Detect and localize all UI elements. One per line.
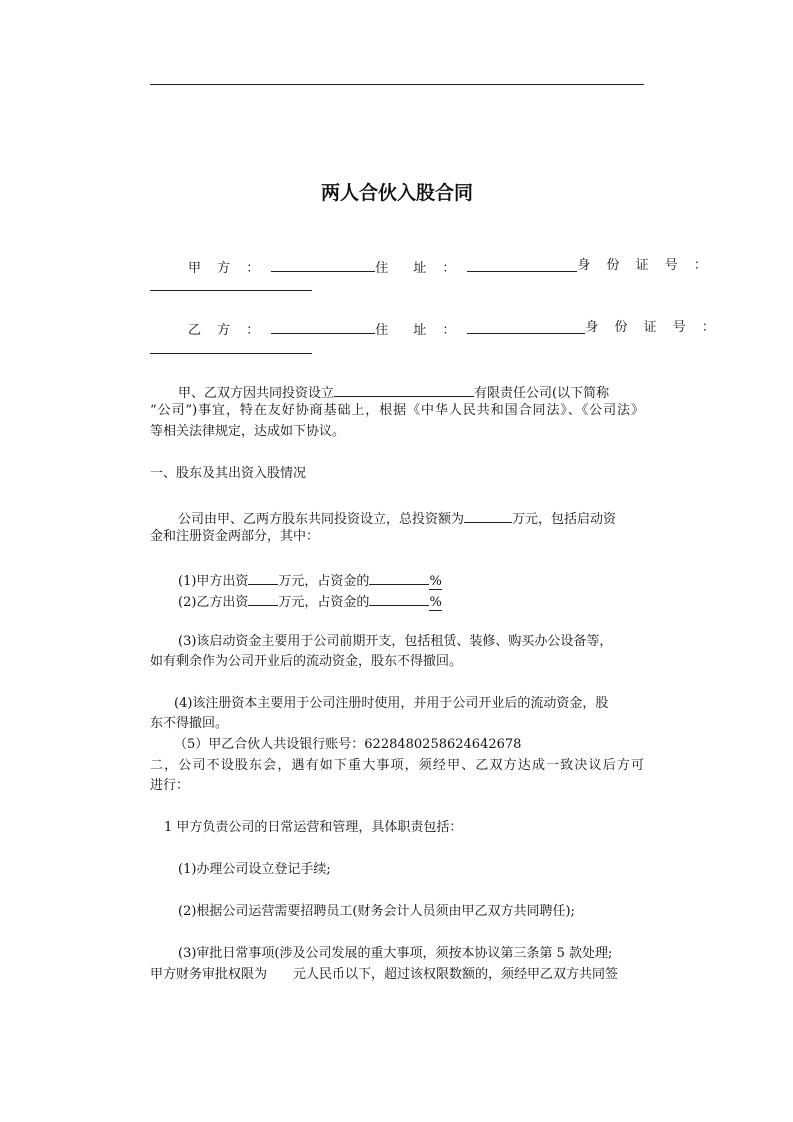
party-a-id-blank: [150, 277, 312, 291]
s1-para-line-2: 金和注册资金两部分，其中：: [150, 529, 320, 544]
duty-3-text-b: 元人民币以下，超过该权限数额的，须经甲乙双方共同签: [293, 967, 619, 982]
party-a-id-label: 身 份 证 号 ：: [577, 258, 713, 273]
party-b-label: 乙 方 ：: [188, 323, 266, 338]
duty-3-line-2: [150, 967, 644, 983]
party-a-row: [150, 258, 713, 277]
s1-text-1a: 公司由甲、乙两方股东共同投资设立，总投资额为: [178, 512, 465, 527]
company-name-blank: [334, 383, 474, 397]
item-4-line-2: 东不得撤回。: [150, 716, 229, 731]
item-2: [150, 592, 644, 611]
item-1-text-a: (1)甲方出资: [178, 574, 249, 589]
item-3-line-1: (3)该启动资金主要用于公司前期开支，包括租赁、装修、购买办公设备等，: [178, 634, 613, 649]
document-title: 两人合伙入股合同: [320, 182, 473, 204]
intro-line-3: 等相关法律规定，达成如下协议。: [150, 424, 346, 439]
intro-text-1a: 甲、乙双方因共同投资设立: [178, 386, 335, 401]
party-b-row: [150, 320, 721, 339]
intro-text-1b: 有限责任公司(以下简称: [474, 386, 610, 401]
duty-3-text-a: 甲方财务审批权限为: [150, 967, 268, 982]
section-2-line-2: 进行：: [150, 778, 190, 793]
party-a-name-blank: [271, 258, 375, 272]
party-b-address-blank: [467, 320, 585, 334]
s1-text-1b: 万元，包括启动资: [512, 512, 617, 527]
section-2-line-1: 二，公司不设股东会，遇有如下重大事项，须经甲、乙双方达成一致决议后方可: [150, 758, 644, 773]
duty-2: (2)根据公司运营需要招聘员工(财务会计人员须由甲乙双方共同聘任);: [178, 904, 575, 919]
item-2-amount-blank: [248, 592, 278, 606]
party-a-id-line: [150, 277, 644, 296]
s1-para-line-1: [150, 509, 644, 528]
item-5-bank-account: （5）甲乙合伙人共设银行账号：6228480258624642678: [174, 737, 522, 752]
party-b-name-blank: [271, 320, 375, 334]
party-a-address-label: 住 址 ：: [375, 261, 462, 276]
party-b-id-line: [150, 340, 644, 359]
total-investment-blank: [464, 509, 512, 523]
clause-1: 1 甲方负责公司的日常运营和管理，具体职责包括：: [164, 820, 463, 835]
header-rule: [150, 84, 644, 85]
item-1-percent-blank: [369, 571, 429, 585]
item-1-percent-sign: %: [429, 574, 442, 589]
item-3-line-2: 如有剩余作为公司开业后的流动资金，股东不得撤回。: [150, 654, 463, 669]
intro-line-1: [150, 383, 644, 402]
item-1: [150, 571, 644, 590]
party-b-address-label: 住 址 ：: [375, 323, 462, 338]
section-1-heading: 一、股东及其出资入股情况: [150, 466, 307, 481]
item-1-amount-blank: [248, 571, 278, 585]
party-a-label: 甲 方 ：: [188, 261, 266, 276]
party-b-id-label: 身 份 证 号 ：: [585, 320, 721, 335]
item-2-percent-sign: %: [429, 595, 442, 610]
intro-line-2: “公司”)事宜，特在友好协商基础上，根据《中华人民共和国合同法》、《公司法》: [150, 403, 644, 418]
item-2-text-b: 万元，占资金的: [278, 595, 370, 610]
item-2-percent-blank: [369, 592, 429, 606]
party-b-id-blank: [150, 340, 312, 354]
item-2-text-a: (2)乙方出资: [178, 595, 249, 610]
item-4-line-1: (4)该注册资本主要用于公司注册时使用，并用于公司开业后的流动资金，股: [174, 696, 609, 711]
duty-3-line-1: (3)审批日常事项(涉及公司发展的重大事项，须按本协议第三条第 5 款处理;: [178, 946, 613, 961]
party-a-address-blank: [467, 258, 577, 272]
duty-1: (1)办理公司设立登记手续;: [178, 862, 331, 877]
item-1-text-b: 万元，占资金的: [278, 574, 370, 589]
